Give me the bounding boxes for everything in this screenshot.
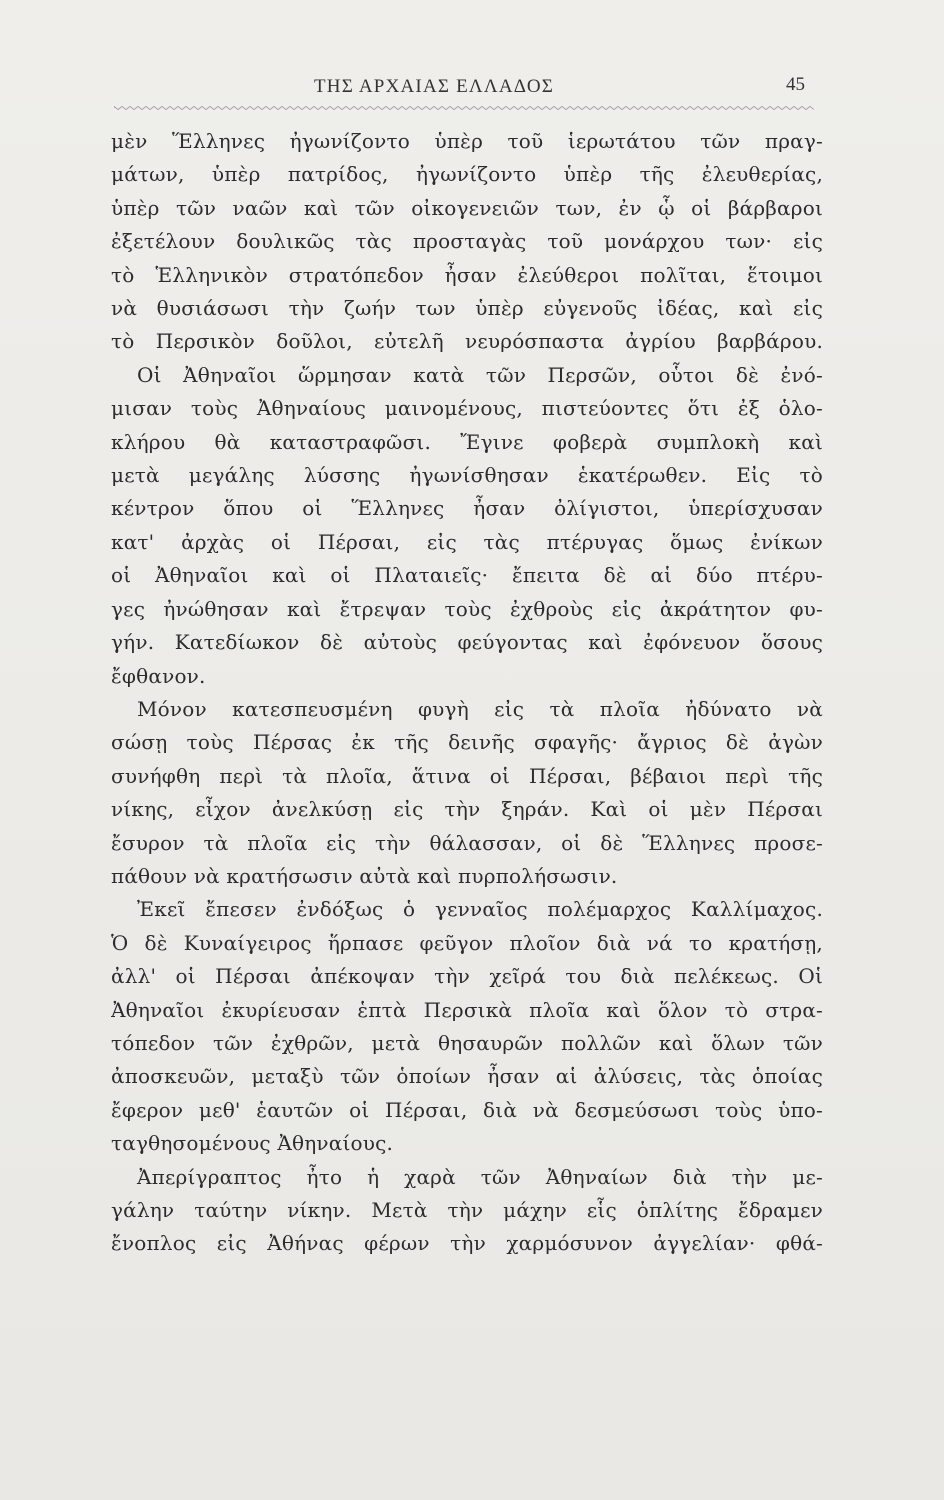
text-line: νὰ θυσιάσωσι τὴν ζωήν των ὑπὲρ εὐγενοῦς ἰδέας, καὶ εἰς [111, 296, 823, 321]
text-line: Ὁ δὲ Κυναίγειρος ἥρπασε φεῦγον πλοῖον διὰ νά το κρατήσῃ, [111, 930, 823, 955]
text-line: Μόνον κατεσπευσμένη φυγὴ εἰς τὰ πλοῖα ἠδύνατο νὰ [137, 696, 823, 721]
text-line: γάλην ταύτην νίκην. Μετὰ τὴν μάχην εἷς ὁπλίτης ἔδραμεν [111, 1198, 823, 1222]
text-line: τόπεδον τῶν ἐχθρῶν, μετὰ θησαυρῶν πολλῶν καὶ ὅλων τῶν [111, 1030, 823, 1055]
running-title: ΤΗΣ ΑΡΧΑΙΑΣ ΕΛΛΑΔΟΣ [314, 76, 555, 97]
text-line: νίκης, εἶχον ἀνελκύσῃ εἰς τὴν ξηράν. Καὶ οἱ μὲν Πέρσαι [111, 797, 823, 822]
text-line: οἱ Ἀθηναῖοι καὶ οἱ Πλαταιεῖς· ἔπειτα δὲ αἱ δύο πτέρυ- [111, 563, 823, 588]
text-line: μισαν τοὺς Ἀθηναίους μαινομένους, πιστεύοντες ὅτι ἐξ ὁλο- [111, 396, 823, 421]
text-line: ἀλλ' οἱ Πέρσαι ἀπέκοψαν τὴν χεῖρά του διὰ πελέκεως. Οἱ [111, 964, 823, 989]
text-line: ἔνοπλος εἰς Ἀθήνας φέρων τὴν χαρμόσυνον ἀγγελίαν· φθά- [111, 1231, 823, 1256]
text-line: τὸ Ἑλληνικὸν στρατόπεδον ἦσαν ἐλεύθεροι πολῖται, ἕτοιμοι [111, 262, 823, 287]
body-text [111, 125, 823, 1261]
text-line: γες ἠνώθησαν καὶ ἔτρεψαν τοὺς ἐχθροὺς εἰς ἀκράτητον φυ- [111, 596, 823, 621]
text-line: ἔφθανον. [111, 663, 206, 688]
text-line: κατ' ἀρχὰς οἱ Πέρσαι, εἰς τὰς πτέρυγας ὅμως ἐνίκων [111, 529, 823, 554]
text-line: κέντρον ὅπου οἱ Ἕλληνες ἦσαν ὀλίγιστοι, ὑπερίσχυσαν [111, 496, 823, 521]
text-line: Οἱ Ἀθηναῖοι ὥρμησαν κατὰ τῶν Περσῶν, οὗτοι δὲ ἐνό- [137, 362, 823, 387]
text-line: ὑπὲρ τῶν ναῶν καὶ τῶν οἰκογενειῶν των, ἐν ᾧ οἱ βάρβαροι [111, 195, 823, 220]
text-line: γήν. Κατεδίωκον δὲ αὐτοὺς φεύγοντας καὶ ἐφόνευον ὅσους [111, 630, 823, 655]
header-wavy-rule [114, 104, 814, 112]
text-line: σώσῃ τοὺς Πέρσας ἐκ τῆς δεινῆς σφαγῆς· ἄγριος δὲ ἀγὼν [111, 730, 823, 755]
text-line: μετὰ μεγάλης λύσσης ἠγωνίσθησαν ἑκατέρωθεν. Εἰς τὸ [111, 463, 823, 488]
text-line: Ἀπερίγραπτος ἦτο ἡ χαρὰ τῶν Ἀθηναίων διὰ τὴν με- [137, 1164, 823, 1189]
text-line: μάτων, ὑπὲρ πατρίδος, ἠγωνίζοντο ὑπὲρ τῆς ἐλευθερίας, [111, 162, 823, 187]
text-line: ἔφερον μεθ' ἑαυτῶν οἱ Πέρσαι, διὰ νὰ δεσμεύσωσι τοὺς ὑπο- [111, 1097, 823, 1122]
text-line: μὲν Ἕλληνες ἠγωνίζοντο ὑπὲρ τοῦ ἱερωτάτου τῶν πραγ- [111, 129, 823, 153]
text-line: κλήρου θὰ καταστραφῶσι. Ἔγινε φοβερὰ συμπλοκὴ καὶ [111, 429, 823, 454]
text-line: συνήφθη περὶ τὰ πλοῖα, ἅτινα οἱ Πέρσαι, βέβαιοι περὶ τῆς [111, 763, 823, 788]
text-line: πάθουν νὰ κρατήσωσιν αὐτὰ καὶ πυρπολήσωσιν. [111, 863, 618, 888]
text-line: ἀποσκευῶν, μεταξὺ τῶν ὁποίων ἦσαν αἱ ἀλύσεις, τὰς ὁποίας [111, 1064, 823, 1089]
text-line: ἔσυρον τὰ πλοῖα εἰς τὴν θάλασσαν, οἱ δὲ Ἕλληνες προσε- [111, 830, 823, 855]
text-line: Ἐκεῖ ἔπεσεν ἐνδόξως ὁ γενναῖος πολέμαρχος Καλλίμαχος. [137, 897, 823, 922]
text-line: τὸ Περσικὸν δοῦλοι, εὐτελῆ νευρόσπαστα ἀγρίου βαρβάρου. [111, 329, 823, 354]
page-number: 45 [786, 74, 805, 95]
text-line: Ἀθηναῖοι ἐκυρίευσαν ἑπτὰ Περσικὰ πλοῖα καὶ ὅλον τὸ στρα- [111, 997, 823, 1022]
text-line: ἐξετέλουν δουλικῶς τὰς προσταγὰς τοῦ μονάρχου των· εἰς [111, 229, 823, 254]
text-line: ταγθησομένους Ἀθηναίους. [111, 1131, 394, 1156]
